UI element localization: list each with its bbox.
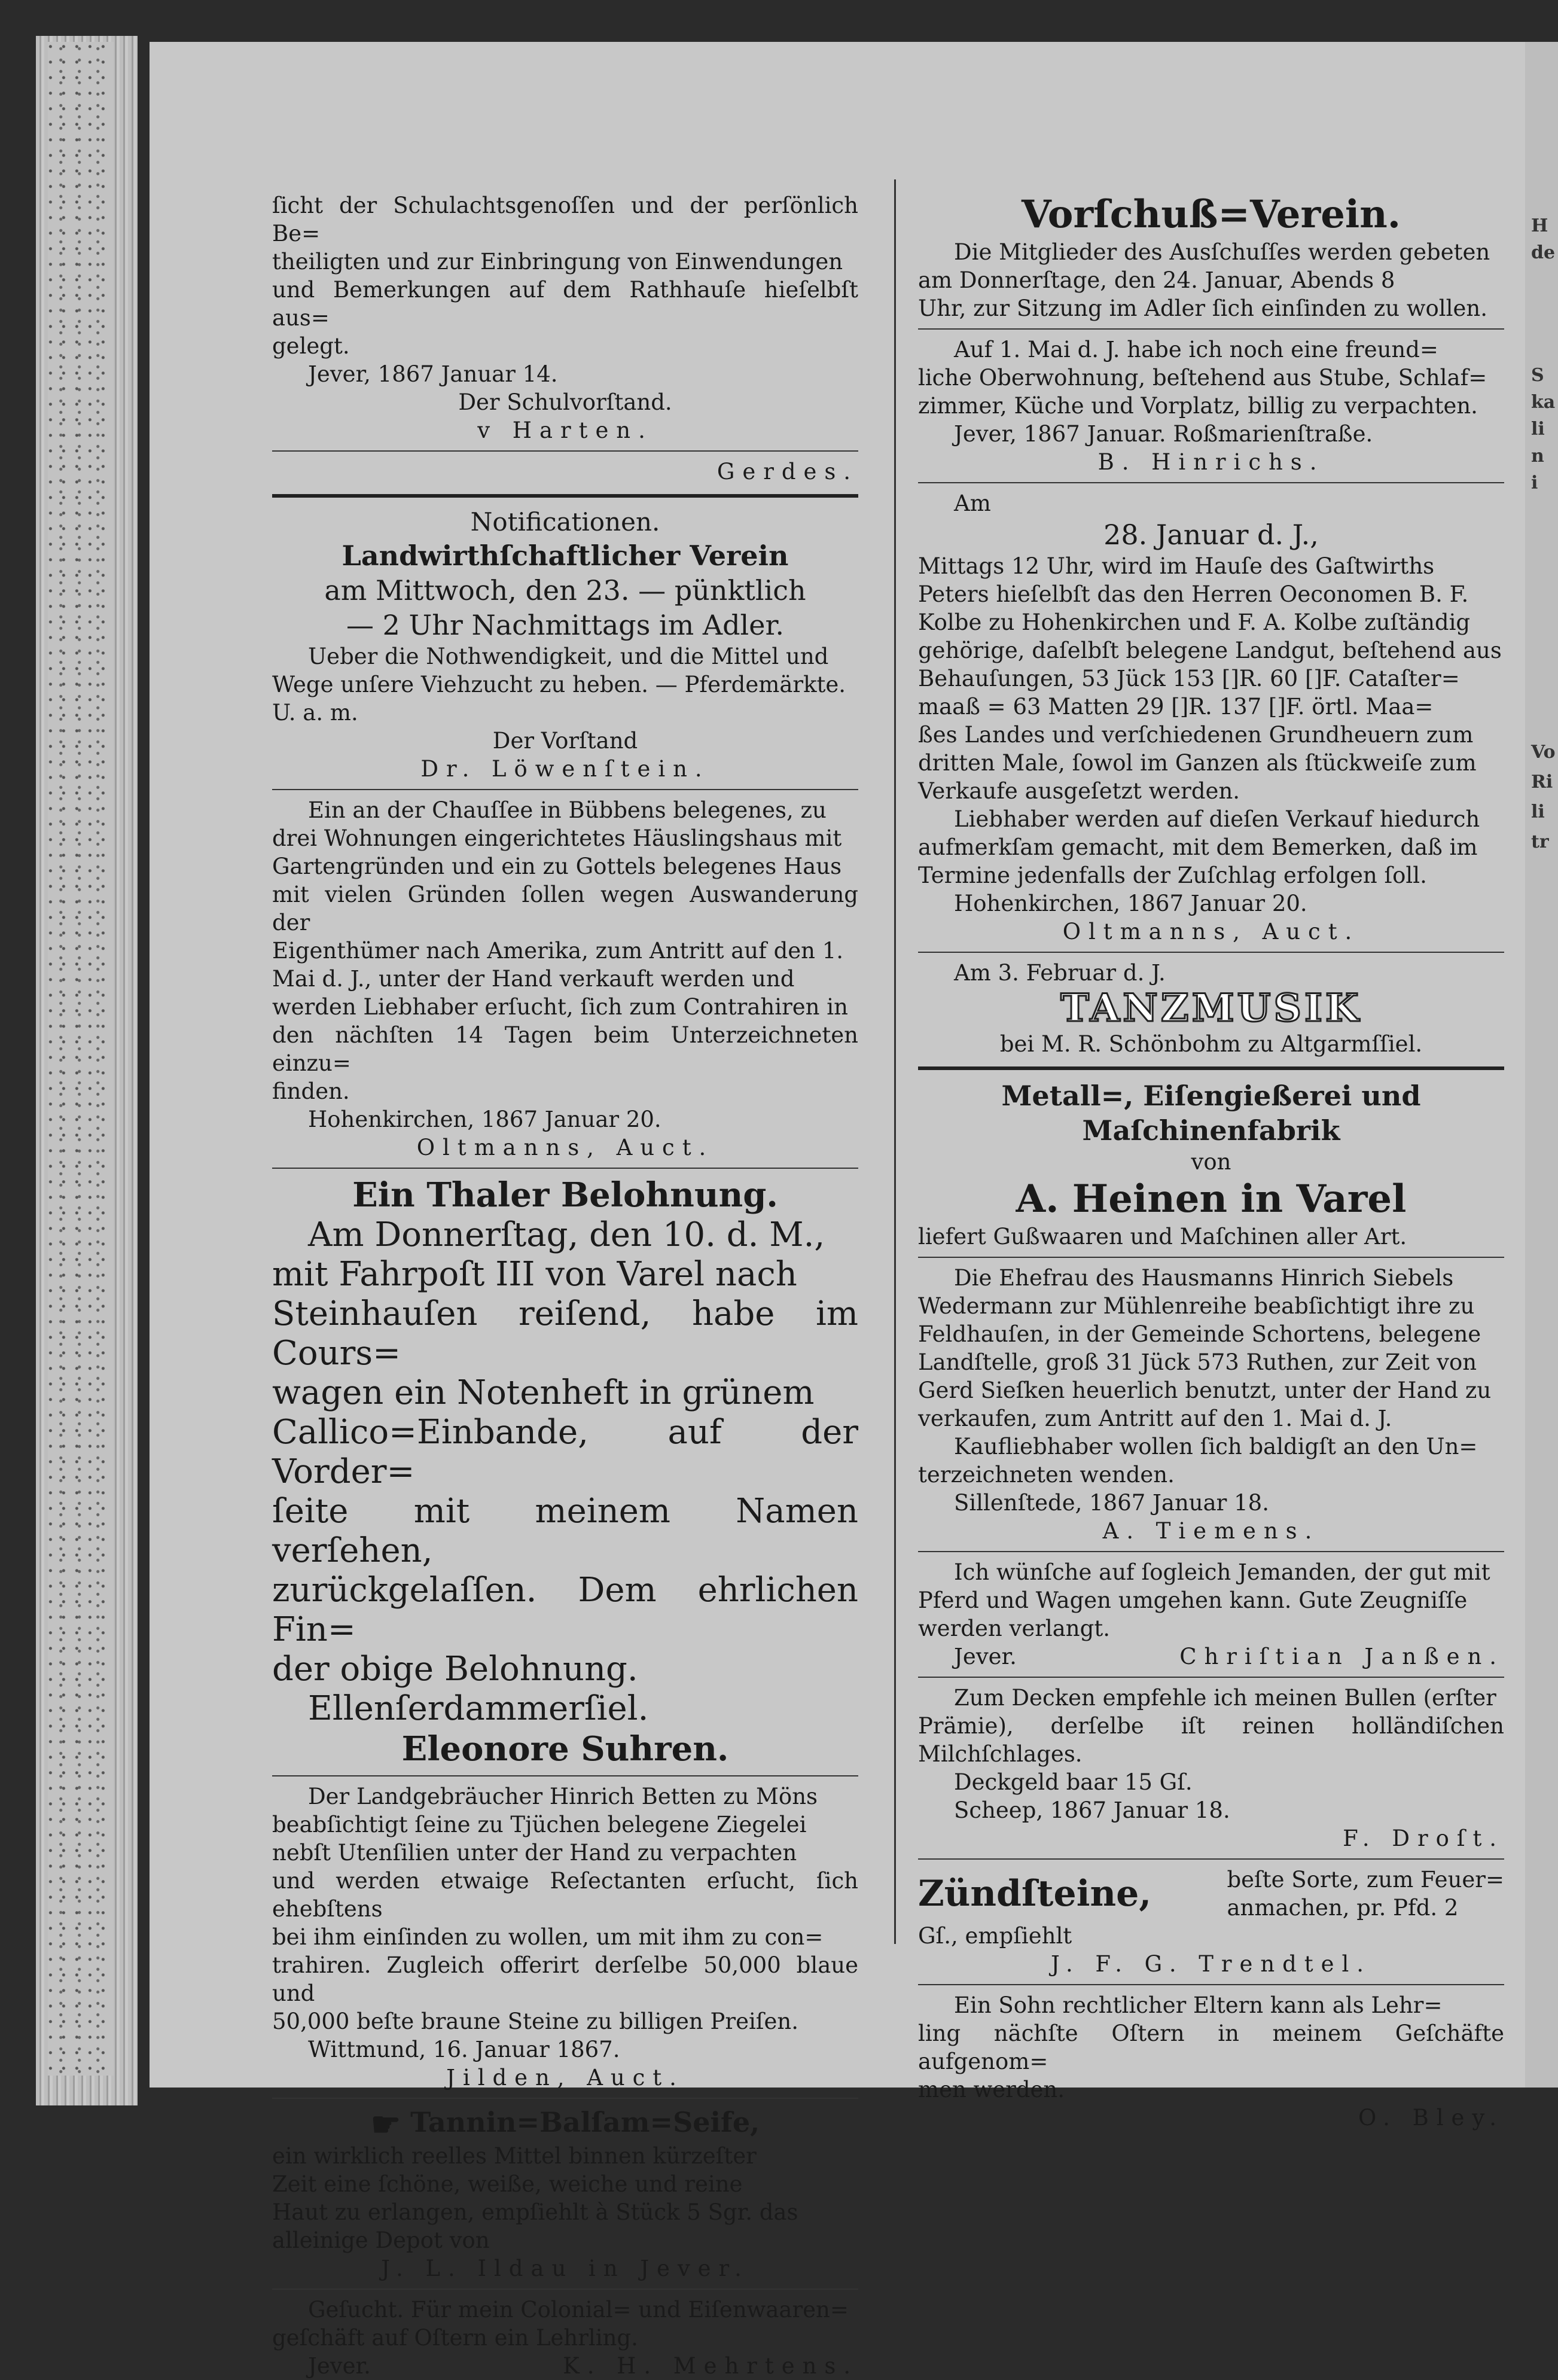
gesucht-notice xyxy=(272,2296,858,2380)
text-line: trahiren. Zugleich offerirt derſelbe 50,000 blaue und xyxy=(272,1952,858,2006)
text-line: zurückgelaſſen. Dem ehrlichen Fin= xyxy=(272,1571,858,1649)
text-line: ßes Landes und verſchiedenen Grundheuern zum xyxy=(918,722,1474,748)
signature: B. Hinrichs. xyxy=(1097,449,1325,475)
text-line: Kaufliebhaber wollen ſich baldigſt an den Un= xyxy=(954,1434,1478,1459)
right-column xyxy=(918,191,1504,2132)
text-line: werden verlangt. xyxy=(918,1616,1110,1641)
text-line: Ein an der Chauſſee in Bübbens belegenes, zu xyxy=(308,797,827,823)
signature: Oltmanns, Auct. xyxy=(1062,919,1360,944)
text-line: Kolbe zu Hohenkirchen und F. A. Kolbe zuſtändig xyxy=(918,610,1471,635)
ad-title: TANZMUSIK xyxy=(1060,986,1362,1031)
pferd-notice xyxy=(918,1558,1504,1671)
ad-title: Zündſteine, xyxy=(918,1873,1152,1915)
text-line: Ueber die Nothwendigkeit, und die Mittel und xyxy=(308,644,829,669)
fragment: Vo xyxy=(1531,742,1556,763)
text-line: geſchäft auf Oſtern ein Lehrling. xyxy=(272,2325,638,2351)
fragment: Ri xyxy=(1531,772,1553,793)
signature: Jilden, Auct. xyxy=(446,2065,684,2091)
text-line: nebſt Utenſilien unter der Hand zu verpachten xyxy=(272,1840,797,1866)
dateline: Sillenſtede, 1867 Januar 18. xyxy=(954,1490,1269,1516)
schul-notice xyxy=(272,191,858,486)
signature: J. F. G. Trendtel. xyxy=(1051,1951,1371,1977)
text-line: Behauſungen, 53 Jück 153 []R. 60 []F. Cataſter= xyxy=(918,666,1460,691)
text-line: Der Landgebräucher Hinrich Betten zu Möns xyxy=(308,1784,818,1809)
text-line: gelegt. xyxy=(272,333,350,359)
text-line: liche Oberwohnung, beſtehend aus Stube, Schlaf= xyxy=(918,365,1487,391)
fragment: ka xyxy=(1531,392,1556,413)
fragment: li xyxy=(1531,802,1545,822)
text-line: men werden. xyxy=(918,2077,1065,2102)
text-line: Die Ehefrau des Hausmanns Hinrich Siebels xyxy=(954,1265,1454,1291)
text-line: Gartengründen und ein zu Gottels belegenes Haus xyxy=(272,854,842,879)
text-line: ein wirklich reelles Mittel binnen kürzeſter xyxy=(272,2143,757,2169)
column-divider xyxy=(894,179,896,1944)
text-line: U. a. m. xyxy=(272,700,358,726)
fragment: i xyxy=(1531,473,1538,493)
text-line: bei M. R. Schönbohm zu Altgarmſſiel. xyxy=(999,1031,1423,1057)
rule xyxy=(918,1551,1504,1552)
ziegel-notice xyxy=(272,1782,858,2092)
place-line: Jever. xyxy=(308,2353,371,2379)
text-line: Wedermann zur Mühlenreihe beabſichtigt ihre zu xyxy=(918,1293,1475,1319)
rule xyxy=(918,952,1504,953)
ad-title: Tannin=Balſam=Seife, xyxy=(410,2106,760,2138)
text-line: Gſ., empſiehlt xyxy=(918,1923,1072,1949)
fragment: tr xyxy=(1531,831,1549,852)
tannin-notice xyxy=(272,2105,858,2283)
text-line: Geſucht. Für mein Colonial= und Eiſenwaaren= xyxy=(308,2297,849,2323)
fragment: li xyxy=(1531,419,1545,440)
text-line: maaß = 63 Matten 29 []R. 137 []F. örtl. Maa= xyxy=(918,694,1434,720)
text-line: mit Fahrpoſt III von Varel nach xyxy=(272,1255,797,1294)
rule xyxy=(918,328,1504,330)
text-line: der obige Belohnung. xyxy=(272,1650,638,1689)
text-line: Verkaufe ausgeſetzt werden. xyxy=(918,778,1240,804)
text-line: wagen ein Notenheft in grünem xyxy=(272,1373,815,1412)
place-line: Jever. xyxy=(954,1644,1017,1669)
signature: K. H. Mehrtens. xyxy=(563,2353,858,2379)
text-line: und Bemerkungen auf dem Rathhauſe hieſelbſt aus= xyxy=(272,277,858,331)
adjacent-page-edge xyxy=(1525,42,1558,2088)
text-line: Am 3. Februar d. J. xyxy=(954,960,1166,986)
signature: Oltmanns, Auct. xyxy=(416,1135,714,1160)
text-line: anmachen, pr. Pfd. 2 xyxy=(1227,1895,1459,1921)
date-heading: 28. Januar d. J., xyxy=(1103,519,1319,551)
signature: Dr. Löwenſtein. xyxy=(420,756,710,782)
rule xyxy=(918,1858,1504,1860)
org-line: Der Schulvorſtand. xyxy=(458,389,672,415)
text-line: theiligten und zur Einbringung von Einwendungen xyxy=(272,249,843,275)
text-line: Wege unſere Viehzucht zu heben. — Pferdemärkte. xyxy=(272,672,846,697)
fragment: n xyxy=(1531,446,1544,467)
rule xyxy=(918,1257,1504,1258)
zund-notice xyxy=(918,1866,1504,1978)
text-line: werden Liebhaber erſucht, ſich zum Contrahiren in xyxy=(272,994,848,1020)
text-line: Termine jedenfalls der Zuſchlag erfolgen ſoll. xyxy=(918,863,1427,888)
text-line: ling nächſte Oſtern in meinem Geſchäfte aufgenom= xyxy=(918,2021,1504,2074)
ad-title: Maſchinenfabrik xyxy=(1082,1114,1340,1147)
text-line: Ich wünſche auf ſogleich Jemanden, der gut mit xyxy=(954,1559,1490,1585)
text-line: Zeit eine ſchöne, weiße, weiche und reine xyxy=(272,2171,743,2197)
text-line: Die Mitglieder des Ausſchuſſes werden gebeten xyxy=(954,239,1490,265)
landstelle-notice xyxy=(918,1264,1504,1545)
text-line: und werden etwaige Reſectanten erſucht, ſich ehebſtens xyxy=(272,1868,858,1922)
text-line: den nächſten 14 Tagen beim Unterzeichneten einzu= xyxy=(272,1022,858,1076)
left-column xyxy=(272,191,858,2380)
lehrling-notice xyxy=(918,1991,1504,2132)
text-line: mit vielen Gründen ſollen wegen Auswanderung der xyxy=(272,882,858,935)
text-line: Eigenthümer nach Amerika, zum Antritt auf den 1. xyxy=(272,938,844,964)
landgut-notice xyxy=(918,489,1504,946)
rule xyxy=(272,1775,858,1776)
marbled-edge xyxy=(48,42,114,2076)
text-line: beabſichtigt ſeine zu Tjüchen belegene Ziegelei xyxy=(272,1812,807,1837)
ad-title: Landwirthſchaftlicher Verein xyxy=(342,540,789,572)
bulle-notice xyxy=(918,1684,1504,1852)
text-line: alleinige Depot von xyxy=(272,2227,490,2253)
text-line: Mai d. J., unter der Hand verkauft werden und xyxy=(272,966,795,992)
fragment: H xyxy=(1531,215,1548,236)
text-line: Haut zu erlangen, empſiehlt à Stück 5 Sgr. das xyxy=(272,2199,798,2225)
signature: Gerdes. xyxy=(717,459,858,484)
rule xyxy=(918,1677,1504,1678)
haus-notice xyxy=(272,796,858,1162)
text-line: Liebhaber werden auf dieſen Verkauf hiedurch xyxy=(954,806,1480,832)
ad-subtitle: am Mittwoch, den 23. — pünktlich xyxy=(324,574,806,607)
text-line: Am Donnerſtag, den 10. d. M., xyxy=(308,1215,825,1254)
signature: J. L. Ildau in Jever. xyxy=(381,2256,749,2281)
text-line: 50,000 beſte braune Steine zu billigen Preiſen. xyxy=(272,2009,798,2034)
text-line: verkaufen, zum Antritt auf den 1. Mai d. J. xyxy=(918,1406,1392,1431)
text-line: Peters hieſelbſt das den Herren Oeconomen B. F. xyxy=(918,581,1469,607)
rule xyxy=(272,450,858,452)
text-line: terzeichneten wenden. xyxy=(918,1462,1175,1488)
text-line: Zum Decken empfehle ich meinen Bullen (erſter xyxy=(954,1685,1496,1711)
fragment: S xyxy=(1531,365,1544,386)
text-line: am Donnerſtage, den 24. Januar, Abends 8 xyxy=(918,267,1395,293)
text-line: Pferd und Wagen umgehen kann. Gute Zeugniſſe xyxy=(918,1587,1468,1613)
text-line: Callico=Einbande, auf der Vorder= xyxy=(272,1413,858,1491)
ad-title: Metall=, Eiſengießerei und xyxy=(1001,1080,1421,1112)
section-heading: Notificationen. xyxy=(470,507,660,537)
thaler-notice xyxy=(272,1175,858,1769)
text-line: liefert Gußwaaren und Maſchinen aller Art. xyxy=(918,1224,1407,1250)
signature: Chriſtian Janßen. xyxy=(1179,1644,1504,1669)
rule xyxy=(272,2098,858,2099)
text-line: Landſtelle, groß 31 Jück 573 Ruthen, zur Zeit von xyxy=(918,1349,1477,1375)
landwirth-notice xyxy=(272,506,858,783)
text-line: finden. xyxy=(272,1078,350,1104)
dateline: Wittmund, 16. Januar 1867. xyxy=(308,2037,620,2062)
text-line: Prämie), derſelbe iſt reinen holländiſchen Milchſchlages. xyxy=(918,1713,1504,1767)
ad-subtitle: — 2 Uhr Nachmittags im Adler. xyxy=(346,609,785,641)
signature: v Harten. xyxy=(477,418,653,443)
dateline: Jever, 1867 Januar 14. xyxy=(308,361,558,387)
rule xyxy=(918,1066,1504,1070)
text-line: drei Wohnungen eingerichtetes Häuslingshaus mit xyxy=(272,825,842,851)
ad-name: A. Heinen in Varel xyxy=(1016,1177,1407,1221)
ad-name: Eleonore Suhren. xyxy=(401,1729,729,1769)
text-line: gehörige, daſelbſt belegene Landgut, beſtehend aus xyxy=(918,638,1502,663)
text-line: Uhr, zur Sitzung im Adler ſich einſinden zu wollen. xyxy=(918,295,1487,321)
text-line: Feldhauſen, in der Gemeinde Schortens, belegene xyxy=(918,1321,1481,1347)
metall-notice xyxy=(918,1078,1504,1251)
text-line: aufmerkſam gemacht, mit dem Bemerken, daß im xyxy=(918,834,1478,860)
fragment: de xyxy=(1531,242,1556,263)
dateline: Hohenkirchen, 1867 Januar 20. xyxy=(954,891,1307,916)
text-line: bei ihm einſinden zu wollen, um mit ihm zu con= xyxy=(272,1924,824,1950)
tanz-notice xyxy=(918,959,1504,1058)
text-line: zimmer, Küche und Vorplatz, billig zu verpachten. xyxy=(918,393,1478,419)
text-line: Am xyxy=(954,490,991,516)
dateline: Hohenkirchen, 1867 Januar 20. xyxy=(308,1107,661,1132)
text-line: ſeite mit meinem Namen verſehen, xyxy=(272,1492,858,1570)
text-line: Auf 1. Mai d. J. habe ich noch eine freund= xyxy=(954,337,1438,362)
text-line: Gerd Sieſken heuerlich benutzt, unter der Hand zu xyxy=(918,1378,1492,1403)
text-line: von xyxy=(1191,1149,1231,1175)
rule xyxy=(272,1168,858,1169)
rule xyxy=(272,2288,858,2290)
text-line: Steinhauſen reiſend, habe im Cours= xyxy=(272,1294,858,1373)
signature: A. Tiemens. xyxy=(1102,1518,1320,1544)
ad-title: Ein Thaler Belohnung. xyxy=(352,1175,778,1215)
signature: F. Droſt. xyxy=(1343,1826,1504,1851)
org-line: Der Vorſtand xyxy=(492,728,638,754)
place-line: Ellenſerdammerſiel. xyxy=(308,1689,649,1728)
rule xyxy=(918,1984,1504,1985)
text-line: dritten Male, ſowol im Ganzen als ſtückweiſe zum xyxy=(918,750,1477,776)
wohnung-notice xyxy=(918,336,1504,476)
text-line: Ein Sohn rechtlicher Eltern kann als Lehr= xyxy=(954,1992,1443,2018)
pointing-hand-icon: ☛ xyxy=(370,2105,401,2144)
dateline: Scheep, 1867 Januar 18. xyxy=(954,1797,1230,1823)
signature: O. Bley. xyxy=(1358,2105,1504,2131)
dateline: Jever, 1867 Januar. Roßmarienſtraße. xyxy=(954,421,1373,447)
vorschuss-notice xyxy=(918,191,1504,322)
rule xyxy=(272,789,858,790)
ad-title: Vorſchuß=Verein. xyxy=(1021,192,1401,237)
text-line: Deckgeld baar 15 Gſ. xyxy=(954,1769,1193,1795)
text-line: ſicht der Schulachtsgenoſſen und der perſönlich Be= xyxy=(272,193,858,246)
text-line: Mittags 12 Uhr, wird im Hauſe des Gaſtwirths xyxy=(918,553,1435,579)
rule xyxy=(272,494,858,498)
rule xyxy=(918,482,1504,483)
text-line: beſte Sorte, zum Feuer= xyxy=(1227,1867,1504,1893)
